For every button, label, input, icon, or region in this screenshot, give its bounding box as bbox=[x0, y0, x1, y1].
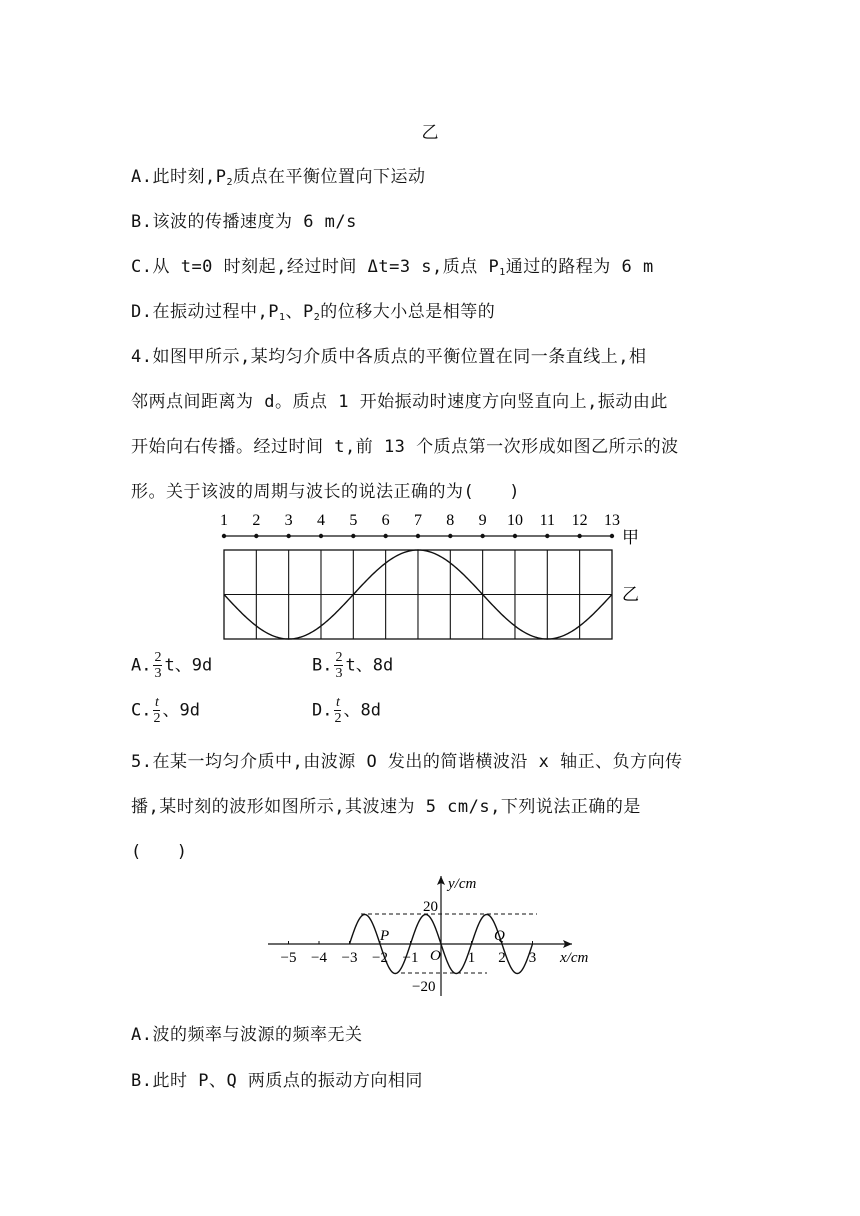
q4-point-label-8: 8 bbox=[446, 512, 455, 529]
q4-particle-dot-9 bbox=[480, 534, 484, 538]
q5-stem-line-1: 5.在某一均匀介质中,由波源 O 发出的简谐横波沿 x 轴正、负方向传 bbox=[131, 752, 683, 772]
q3-option-c: C.从 t=0 时刻起,经过时间 Δt=3 s,质点 $P_1$通过的路程为 6 m bbox=[131, 257, 654, 278]
q5-x-tick-label: −2 bbox=[372, 950, 388, 966]
q4-label-yi: 乙 bbox=[622, 585, 639, 604]
q5-y-axis-label: y/cm bbox=[448, 876, 477, 892]
q3-option-b: B.该波的传播速度为 6 m/s bbox=[131, 212, 357, 232]
q5-stem-line-3: ( ) bbox=[131, 842, 188, 862]
q5-x-tick-label: −3 bbox=[341, 950, 358, 966]
q4-stem-line-2: 邻两点间距离为 d。质点 1 开始振动时速度方向竖直向上,振动由此 bbox=[131, 392, 668, 412]
q4-point-label-3: 3 bbox=[284, 512, 293, 529]
q5-x-tick-label: 3 bbox=[528, 950, 537, 966]
q4-particle-dot-12 bbox=[577, 534, 581, 538]
q4-point-label-10: 10 bbox=[506, 512, 523, 529]
q4-point-label-11: 11 bbox=[539, 512, 556, 529]
q4-point-label-6: 6 bbox=[381, 512, 390, 529]
q3-option-d: D.在振动过程中$,P_1$、$P_2$的位移大小总是相等的 bbox=[131, 302, 496, 323]
q4-particle-dot-1 bbox=[222, 534, 226, 538]
q4-point-label-9: 9 bbox=[478, 512, 487, 529]
q4-option-b: B. $\frac{2}{3}$ t、8d bbox=[312, 650, 394, 681]
q5-point-q: Q bbox=[494, 928, 505, 944]
q5-y-bottom-label: −20 bbox=[412, 979, 436, 995]
q4-particle-dot-13 bbox=[610, 534, 614, 538]
q5-stem-line-2: 播,某时刻的波形如图所示,其波速为 5 cm/s,下列说法正确的是 bbox=[131, 797, 641, 817]
q3-option-a: A.此时刻$,P_2$质点在平衡位置向下运动 bbox=[131, 167, 426, 188]
q4-label-jia: 甲 bbox=[622, 528, 639, 547]
q5-y-top-label: 20 bbox=[423, 899, 438, 915]
q4-option-d: D. $\frac{t}{2}$ 、8d bbox=[312, 695, 381, 726]
q4-point-label-7: 7 bbox=[413, 512, 422, 529]
q4-point-label-4: 4 bbox=[316, 512, 325, 529]
q4-particle-dot-2 bbox=[254, 534, 258, 538]
q4-particle-dot-8 bbox=[448, 534, 452, 538]
q4-point-label-12: 12 bbox=[571, 512, 588, 529]
q4-option-c: C. $\frac{t}{2}$ 、9d bbox=[131, 695, 200, 726]
q5-x-tick-label: 2 bbox=[498, 950, 506, 966]
q4-particle-dot-3 bbox=[286, 534, 290, 538]
q4-stem-line-4: 形。关于该波的周期与波长的说法正确的为( ) bbox=[131, 482, 520, 502]
q5-option-b: B.此时 P、Q 两质点的振动方向相同 bbox=[131, 1071, 423, 1091]
q5-x-tick-label: −4 bbox=[311, 950, 327, 966]
q4-stem-line-3: 开始向右传播。经过时间 t,前 13 个质点第一次形成如图乙所示的波 bbox=[131, 437, 679, 457]
q5-x-tick-label: −1 bbox=[402, 950, 419, 966]
q4-point-label-1: 1 bbox=[220, 512, 228, 529]
q4-particle-dot-5 bbox=[351, 534, 355, 538]
q5-option-a: A.波的频率与波源的频率无关 bbox=[131, 1025, 363, 1045]
q5-x-axis-label: x/cm bbox=[560, 950, 589, 966]
q4-point-label-13: 13 bbox=[603, 512, 620, 529]
q4-particle-dot-10 bbox=[513, 534, 517, 538]
q5-x-tick-label: −5 bbox=[280, 950, 297, 966]
q4-point-label-2: 2 bbox=[252, 512, 261, 529]
q4-particle-dot-4 bbox=[319, 534, 323, 538]
q4-option-a: A. $\frac{2}{3}$ t、9d bbox=[131, 650, 213, 681]
q4-particle-dot-7 bbox=[416, 534, 420, 538]
q5-wave-figure bbox=[260, 870, 600, 1000]
q4-point-label-5: 5 bbox=[349, 512, 358, 529]
q5-origin-label: O bbox=[430, 948, 441, 964]
q5-x-tick-label: 1 bbox=[467, 950, 476, 966]
figure-caption-yi: 乙 bbox=[421, 123, 439, 143]
q4-particle-dot-11 bbox=[545, 534, 549, 538]
q5-point-p: P bbox=[380, 928, 390, 944]
q4-wave-figure bbox=[200, 505, 660, 645]
q4-stem-line-1: 4.如图甲所示,某均匀介质中各质点的平衡位置在同一条直线上,相 bbox=[131, 347, 647, 367]
q4-particle-dot-6 bbox=[383, 534, 387, 538]
